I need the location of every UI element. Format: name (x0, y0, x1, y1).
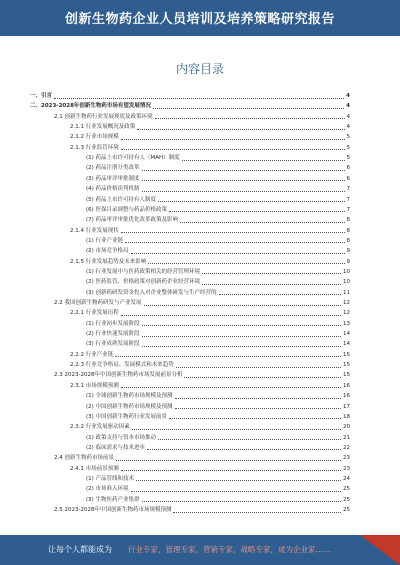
toc-entry[interactable] (86, 206, 350, 214)
toc-entry-title: 2.2.3 行业竞争格局、发展模式和未来趋势 (70, 362, 174, 369)
toc-entry-page: 7 (346, 206, 350, 213)
toc-entry-title: (2) 医药监管、价格政策对创新药企业经营环境 (86, 279, 201, 286)
toc-entry[interactable] (54, 506, 350, 514)
toc-entry[interactable] (86, 216, 350, 224)
toc-leader-dots (131, 490, 341, 492)
toc-leader-dots (175, 397, 341, 399)
toc-leader-dots (202, 272, 341, 274)
toc-entry[interactable] (54, 371, 350, 379)
toc-entry[interactable] (86, 434, 350, 442)
toc-entry[interactable] (70, 423, 350, 431)
toc-entry-page: 12 (343, 310, 350, 317)
toc-entry-page: 4 (346, 103, 350, 110)
toc-leader-dots (148, 262, 344, 264)
toc-leader-dots (176, 366, 341, 368)
footer-tags: 行业专家，管理专家，营销专家，战略专家，成为企业家…… (128, 545, 331, 554)
toc-entry[interactable] (86, 154, 350, 162)
toc-leader-dots (132, 428, 341, 430)
toc-entry-page: 23 (343, 465, 350, 472)
toc-entry-page: 9 (346, 248, 350, 255)
toc-entry-page: 4 (346, 124, 350, 131)
toc-entry-title: 一、引言 (30, 93, 53, 99)
toc-leader-dots (142, 190, 345, 192)
toc-entry-title: 2.1.2 行业市场规模 (70, 134, 119, 141)
toc-entry[interactable] (86, 340, 350, 348)
toc-heading: 内容目录 (175, 62, 224, 76)
toc-entry-page: 18 (343, 413, 350, 420)
toc-entry-page: 13 (343, 320, 350, 327)
toc-entry[interactable] (70, 351, 350, 359)
toc-leader-dots (182, 159, 345, 161)
toc-leader-dots (184, 376, 341, 378)
toc-leader-dots (137, 128, 344, 130)
toc-entry-title: (1) 全球创新生物药市场规模及预测 (86, 393, 173, 400)
toc-entry-title: (3) 生物医药产业集群 (86, 496, 140, 503)
toc-entry[interactable] (70, 361, 350, 369)
toc-entry-page: 6 (346, 175, 350, 182)
toc-entry-page: 10 (343, 279, 350, 286)
toc-leader-dots (147, 448, 341, 450)
toc-leader-dots (155, 117, 345, 119)
toc-entry-page: 24 (343, 475, 350, 482)
toc-entry-page: 11 (343, 289, 350, 296)
toc-leader-dots (121, 231, 345, 233)
toc-entry-page: 15 (343, 362, 350, 369)
toc-entry[interactable] (86, 289, 350, 297)
toc-leader-dots (142, 169, 345, 171)
toc-entry-page: 20 (343, 424, 350, 431)
toc-entry-title: 2.1.1 行业发展概况及政策 (70, 124, 136, 131)
toc-entry[interactable] (86, 444, 350, 452)
toc-leader-dots (121, 469, 341, 471)
toc-leader-dots (144, 304, 342, 306)
toc-entry-title: (1) 行业产业链 (86, 237, 124, 244)
toc-entry-page: 25 (343, 486, 350, 493)
toc-entry-page: 8 (346, 217, 350, 224)
toc-entry[interactable] (86, 496, 350, 504)
toc-entry-title: (1) 药品上市许可持有人（MAH）制度 (86, 155, 180, 162)
toc-entry-page: 17 (343, 403, 350, 410)
footer-slogan: 让每个人都能成为 (48, 545, 112, 554)
toc-entry[interactable] (30, 102, 350, 110)
toc-entry-title: (2) 市场竞争格局 (86, 248, 129, 255)
toc-entry-title: 2.3 2023-2028年中国创新生物药市场发展前景分析 (54, 372, 183, 379)
toc-entry-title: (1) 政策支持与资本市场推动 (86, 434, 157, 441)
toc-entry-title: 2.2.1 行业发展历程 (70, 310, 119, 317)
footer-accent-shape (360, 535, 400, 565)
toc-entry-title: (2) 临床需求与技术进步 (86, 444, 146, 451)
toc-entry-title: 2.1.5 行业发展趋势及未来影响 (70, 258, 147, 265)
toc-entry[interactable] (70, 382, 350, 390)
toc-entry[interactable] (86, 196, 350, 204)
toc-entry-page: 4 (346, 93, 350, 99)
toc-entry-page: 21 (343, 434, 350, 441)
toc-leader-dots (142, 324, 341, 326)
toc-entry[interactable] (86, 413, 350, 421)
toc-leader-dots (121, 314, 341, 316)
toc-entry[interactable] (86, 247, 350, 255)
toc-entry-page: 4 (346, 113, 350, 120)
toc-leader-dots (115, 355, 341, 357)
toc-leader-dots (173, 511, 341, 513)
toc-entry[interactable] (70, 309, 350, 317)
toc-entry[interactable] (70, 133, 350, 141)
toc-entry-page: 22 (343, 444, 350, 451)
toc-entry[interactable] (86, 392, 350, 400)
toc-entry-page: 10 (343, 268, 350, 275)
toc-entry-title: 2.1.4 行业发展现状 (70, 227, 119, 234)
toc-entry[interactable] (30, 92, 350, 100)
toc-leader-dots (175, 407, 341, 409)
toc-leader-dots (169, 210, 344, 212)
toc-entry-title: (7) 药品审评审批优化改革政策及影响 (86, 217, 179, 224)
toc-leader-dots (54, 97, 344, 99)
toc-entry[interactable] (86, 475, 350, 483)
toc-leader-dots (121, 386, 341, 388)
top-banner (0, 0, 400, 36)
toc-entry-title: (2) 中国创新生物药市场规模及预测 (86, 403, 173, 410)
toc-entry-title: 2.2.2 行业产业链 (70, 351, 114, 358)
toc-entry-title: 2.1.3 行业监管环境 (70, 144, 119, 151)
toc-entry[interactable] (86, 175, 350, 183)
toc-entry[interactable] (86, 237, 350, 245)
toc-entry-title: (3) 药品审评审批制度 (86, 175, 140, 182)
toc-entry-page: 16 (343, 393, 350, 400)
toc-entry-page: 5 (346, 144, 350, 151)
toc-leader-dots (169, 417, 341, 419)
toc-entry-page: 5 (346, 155, 350, 162)
toc-entry-title: (6) 医保目录调整与药品价格政策 (86, 206, 168, 213)
toc-entry-page: 9 (346, 258, 350, 265)
toc-entry-page: 7 (346, 186, 350, 193)
toc-entry[interactable] (86, 320, 350, 328)
toc-leader-dots (142, 179, 345, 181)
bottom-banner (0, 535, 400, 565)
toc-entry-page: 5 (346, 134, 350, 141)
toc-entry[interactable] (54, 454, 350, 462)
toc-leader-dots (131, 252, 345, 254)
toc-entry[interactable] (70, 227, 350, 235)
toc-entry[interactable] (86, 330, 350, 338)
toc-entry-page: 15 (343, 351, 350, 358)
toc-entry-title: (1) 行业初步发展阶段 (86, 320, 140, 327)
toc-entry[interactable] (54, 113, 350, 121)
toc-entry[interactable] (70, 258, 350, 266)
toc-entry[interactable] (86, 164, 350, 172)
report-title: 创新生物药企业人员培训及培养策略研究报告 (64, 12, 335, 27)
toc-entry-title: (4) 药品价格谈判机制 (86, 186, 140, 193)
toc-entry[interactable] (86, 278, 350, 286)
toc-leader-dots (153, 107, 344, 109)
toc-entry-page: 14 (343, 331, 350, 338)
toc-entry-title: (2) 行业快速发展阶段 (86, 331, 140, 338)
toc-leader-dots (121, 148, 345, 150)
toc-entry-page: 25 (343, 507, 350, 513)
toc-entry[interactable] (70, 123, 350, 131)
toc-entry-title: 二、2023-2028年创新生物药市场有望发展情况 (30, 103, 151, 110)
toc-leader-dots (158, 438, 341, 440)
toc-entry-page: 16 (343, 382, 350, 389)
toc-entry[interactable] (86, 403, 350, 411)
toc-leader-dots (136, 479, 341, 481)
toc-entry-title: (3) 行业成熟发展阶段 (86, 341, 140, 348)
toc-entry-title: 2.1 创新生物药行业发展现状及政策环境 (54, 113, 153, 120)
toc-entry-page: 12 (343, 300, 350, 306)
toc-leader-dots (142, 335, 341, 337)
toc-entry-title: (2) 药品注册分类改革 (86, 165, 140, 172)
toc-entry-title: (3) 创新药研发资金投入对企业整体研发与生产经营的 (86, 289, 217, 296)
toc-leader-dots (180, 221, 344, 223)
toc-entry-page: 15 (343, 372, 350, 379)
toc-entry-page: 8 (346, 237, 350, 244)
toc-leader-dots (125, 241, 344, 243)
toc-entry-title: (5) 药品上市许可持有人制度 (86, 196, 157, 203)
toc-leader-dots (202, 283, 341, 285)
toc-leader-dots (158, 200, 344, 202)
toc-entry-title: 2.4 创新生物药市场前景 (54, 455, 114, 462)
toc-entry-title: 2.4.1 市场前景预测 (70, 465, 119, 472)
toc-entry-title: (1) 行业发展中与医药政策相关的经营管理环境 (86, 268, 201, 275)
toc-leader-dots (121, 138, 345, 140)
toc-entry-page: 8 (346, 227, 350, 234)
toc-entry[interactable] (70, 465, 350, 473)
toc-leader-dots (116, 459, 341, 461)
toc-entry[interactable] (86, 485, 350, 493)
toc-entry-title: 2.3.2 行业发展驱动因素 (70, 424, 130, 431)
toc-entry[interactable] (70, 144, 350, 152)
toc-entry-title: (2) 市场准入环境 (86, 486, 129, 493)
toc-leader-dots (142, 500, 341, 502)
toc-entry-title: 2.3.1 市场规模预测 (70, 382, 119, 389)
toc-entry[interactable] (86, 268, 350, 276)
toc-entry[interactable] (86, 185, 350, 193)
toc-entry-title: (3) 中国创新生物药行业发展前景 (86, 413, 168, 420)
toc-entry-title: 2.5 2023-2028年中国创新生物药市场规模预测 (54, 507, 172, 513)
toc-leader-dots (142, 345, 341, 347)
toc-entry-page: 7 (346, 196, 350, 203)
toc-entry[interactable] (54, 299, 350, 307)
toc-entry-title: (1) 产品管线和技术 (86, 475, 135, 482)
toc-entry-page: 14 (343, 341, 350, 348)
toc-entry-page: 6 (346, 165, 350, 172)
toc-leader-dots (219, 293, 341, 295)
toc-entry-page: 25 (343, 496, 350, 503)
toc-entry-page: 23 (343, 455, 350, 462)
toc-entry-title: 2.2 我国创新生物药研发与产业发展 (54, 300, 142, 306)
